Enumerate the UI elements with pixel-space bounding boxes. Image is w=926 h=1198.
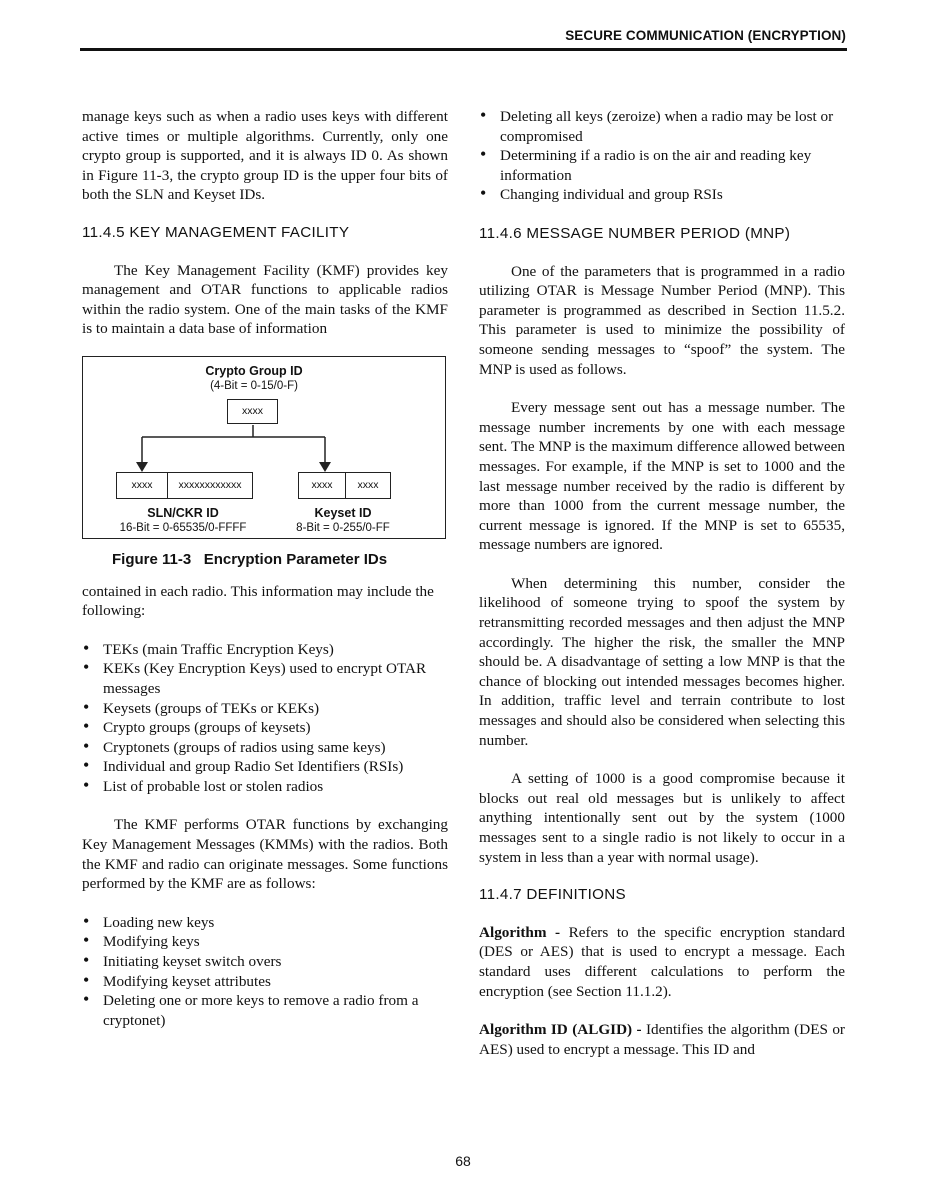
list-item: • Changing individual and group RSIs [479, 185, 845, 205]
crypto-group-sub: (4-Bit = 0-15/0-F) [210, 379, 298, 392]
list-item: • Loading new keys [82, 913, 448, 933]
figure-encryption-ids [82, 356, 446, 539]
kmf-info-list [82, 640, 448, 797]
sln-box-group: xxxx [117, 473, 168, 498]
paragraph-contained: contained in each radio. This information may include the following: [82, 582, 434, 620]
arrow-left [136, 462, 148, 472]
list-item: • Modifying keys [82, 932, 448, 952]
crypto-group-box: xxxx [227, 399, 278, 424]
paragraph-mnp-2: Every message sent out has a message number. The message number increments by one with each message sent. The MNP is the maximum difference allowed between messages. For example, if the MNP is set to 1000 and the last message number received by the radio is different by more than 1000 from the current message number, the current message is ignored. If the MNP is set to 65535, message numbers are ignored. [479, 399, 845, 554]
keyset-title: Keyset ID [314, 505, 372, 520]
definition-term: Algorithm ID (ALGID) - [479, 1021, 642, 1039]
header-rule [80, 48, 847, 51]
list-item: • Cryptonets (groups of radios using same keys) [82, 738, 448, 758]
keyset-box [298, 472, 391, 499]
page-number: 68 [455, 1153, 471, 1169]
paragraph-mnp-1: One of the parameters that is programmed in a radio utilizing OTAR is Message Number Period (MNP). This parameter is programmed as described in Section 11.5.2. This parameter is used to minimize the possibility of someone sending messages to “spoof” the system. The MNP is used as follows. [479, 262, 845, 378]
paragraph-functions: The KMF performs OTAR functions by exchanging Key Management Messages (KMMs) with the radios. Both the KMF and radio can originate messages. Some functions performed by the KMF are as follows: [82, 816, 448, 893]
heading-kmf: 11.4.5 KEY MANAGEMENT FACILITY [82, 223, 350, 241]
sln-box-id: xxxxxxxxxxxx [178, 478, 242, 491]
keyset-sub: 8-Bit = 0-255/0-FF [296, 521, 390, 534]
sln-title: SLN/CKR ID [147, 505, 219, 520]
list-item: • Initiating keyset switch overs [82, 952, 448, 972]
heading-definitions: 11.4.7 DEFINITIONS [479, 886, 626, 904]
kmf-functions-list-continued [479, 107, 845, 205]
crypto-group-title: Crypto Group ID [205, 363, 303, 378]
paragraph-mnp-3: When determining this number, consider the likelihood of someone trying to spoof the system by retransmitting recorded messages and then adjust the MNP accordingly. The higher the risk, the smaller the MNP should be. A disadvantage of setting a low MNP is that the chance of blocking out intended messages becomes higher. In addition, traffic level and terrain contribute to lost messages and should also be considered when selecting this number. [479, 574, 845, 749]
list-item: • Individual and group Radio Set Identifiers (RSIs) [82, 757, 448, 777]
paragraph-intro: manage keys such as when a radio uses keys with different active times or multiple algorithms. Currently, only one crypto group is supported, and it is always ID 0. As shown in Figure 11-3, the crypto group ID is the upper four bits of both the SLN and Keyset IDs. [82, 108, 448, 204]
running-header: SECURE COMMUNICATION (ENCRYPTION) [565, 28, 846, 43]
keyset-box-id: xxxx [357, 478, 379, 491]
definition-text: Identifies the algorithm (DES or AES) used to encrypt a message. This ID and [479, 1021, 845, 1058]
keyset-box-group: xxxx [299, 473, 346, 498]
paragraph-mnp-4: A setting of 1000 is a good compromise because it blocks out real old messages but is unlikely to affect anything intentionally sent out by the system (1000 messages sent to a single radio is not likely to occur in a system in less than a year with normal usage). [479, 770, 845, 866]
sln-box [116, 472, 253, 499]
list-item: • Crypto groups (groups of keysets) [82, 718, 448, 738]
list-item: • KEKs (Key Encryption Keys) used to encrypt OTAR messages [82, 659, 448, 698]
definition-text: Refers to the specific encryption standard (DES or AES) that is used to encrypt a message. Each standard uses different calculations to perform the encryption (see Section 11.1.2). [479, 923, 845, 1000]
paragraph-kmf: The Key Management Facility (KMF) provides key management and OTAR functions to applicable radios within the radio system. One of the main tasks of the KMF is to maintain a data base of information [82, 261, 448, 338]
right-column [479, 107, 845, 1059]
list-item: • TEKs (main Traffic Encryption Keys) [82, 640, 448, 660]
sln-sub: 16-Bit = 0-65535/0-FFFF [119, 521, 247, 534]
list-item: • List of probable lost or stolen radios [82, 777, 448, 797]
arrow-right [319, 462, 331, 472]
definition-algorithm [479, 923, 845, 1001]
list-item: • Keysets (groups of TEKs or KEKs) [82, 699, 448, 719]
list-item: • Modifying keyset attributes [82, 972, 448, 992]
list-item: • Deleting all keys (zeroize) when a radio may be lost or compromised [479, 107, 845, 146]
left-column [82, 107, 448, 1030]
definition-term: Algorithm - [479, 923, 561, 941]
kmf-functions-list [82, 913, 448, 1031]
definition-algid [479, 1020, 845, 1059]
list-item: • Deleting one or more keys to remove a radio from a cryptonet) [82, 991, 448, 1030]
heading-mnp: 11.4.6 MESSAGE NUMBER PERIOD (MNP) [479, 224, 791, 242]
figure-caption: Figure 11-3 Encryption Parameter IDs [112, 550, 388, 568]
list-item: • Determining if a radio is on the air and reading key information [479, 146, 845, 185]
